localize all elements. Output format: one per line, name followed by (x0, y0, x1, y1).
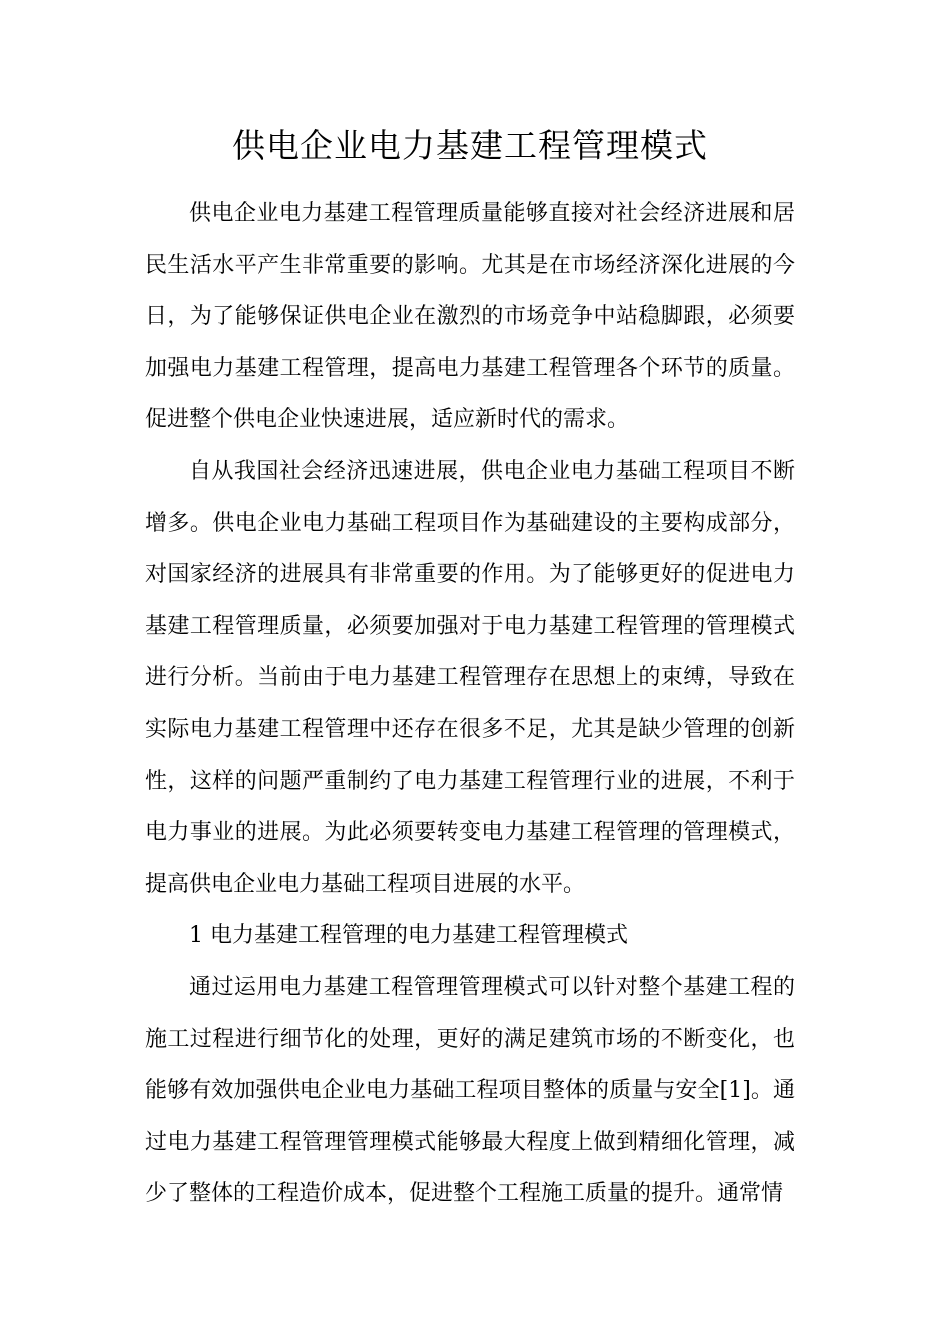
document-body (145, 188, 795, 1220)
paragraph-background: 自从我国社会经济迅速进展，供电企业电力基础工程项目不断增多。供电企业电力基础工程项目作为基础建设的主要构成部分，对国家经济的进展具有非常重要的作用。为了能够更好的促进电力基建工程管理质量，必须要加强对于电力基建工程管理的管理模式进行分析。当前由于电力基建工程管理存在思想上的束缚，导致在实际电力基建工程管理中还存在很多不足，尤其是缺少管理的创新性，这样的问题严重制约了电力基建工程管理行业的进展，不利于电力事业的进展。为此必须要转变电力基建工程管理的管理模式，提高供电企业电力基础工程项目进展的水平。 (145, 458, 795, 897)
document-title: 供电企业电力基建工程管理模式 (232, 126, 708, 165)
paragraph-intro: 供电企业电力基建工程管理质量能够直接对社会经济进展和居民生活水平产生非常重要的影响。尤其是在市场经济深化进展的今日，为了能够保证供电企业在激烈的市场竞争中站稳脚跟，必须要加强电力基建工程管理，提高电力基建工程管理各个环节的质量。促进整个供电企业快速进展，适应新时代的需求。 (145, 201, 795, 433)
section-heading-1: 1 电力基建工程管理的电力基建工程管理模式 (189, 923, 628, 949)
paragraph-section-1: 通过运用电力基建工程管理管理模式可以针对整个基建工程的施工过程进行细节化的处理，更好的满足建筑市场的不断变化，也能够有效加强供电企业电力基础工程项目整体的质量与安全[1]。通过电力基建工程管理管理模式能够最大程度上做到精细化管理，减少了整体的工程造价成本，促进整个工程施工质量的提升。通常情 (145, 974, 795, 1207)
